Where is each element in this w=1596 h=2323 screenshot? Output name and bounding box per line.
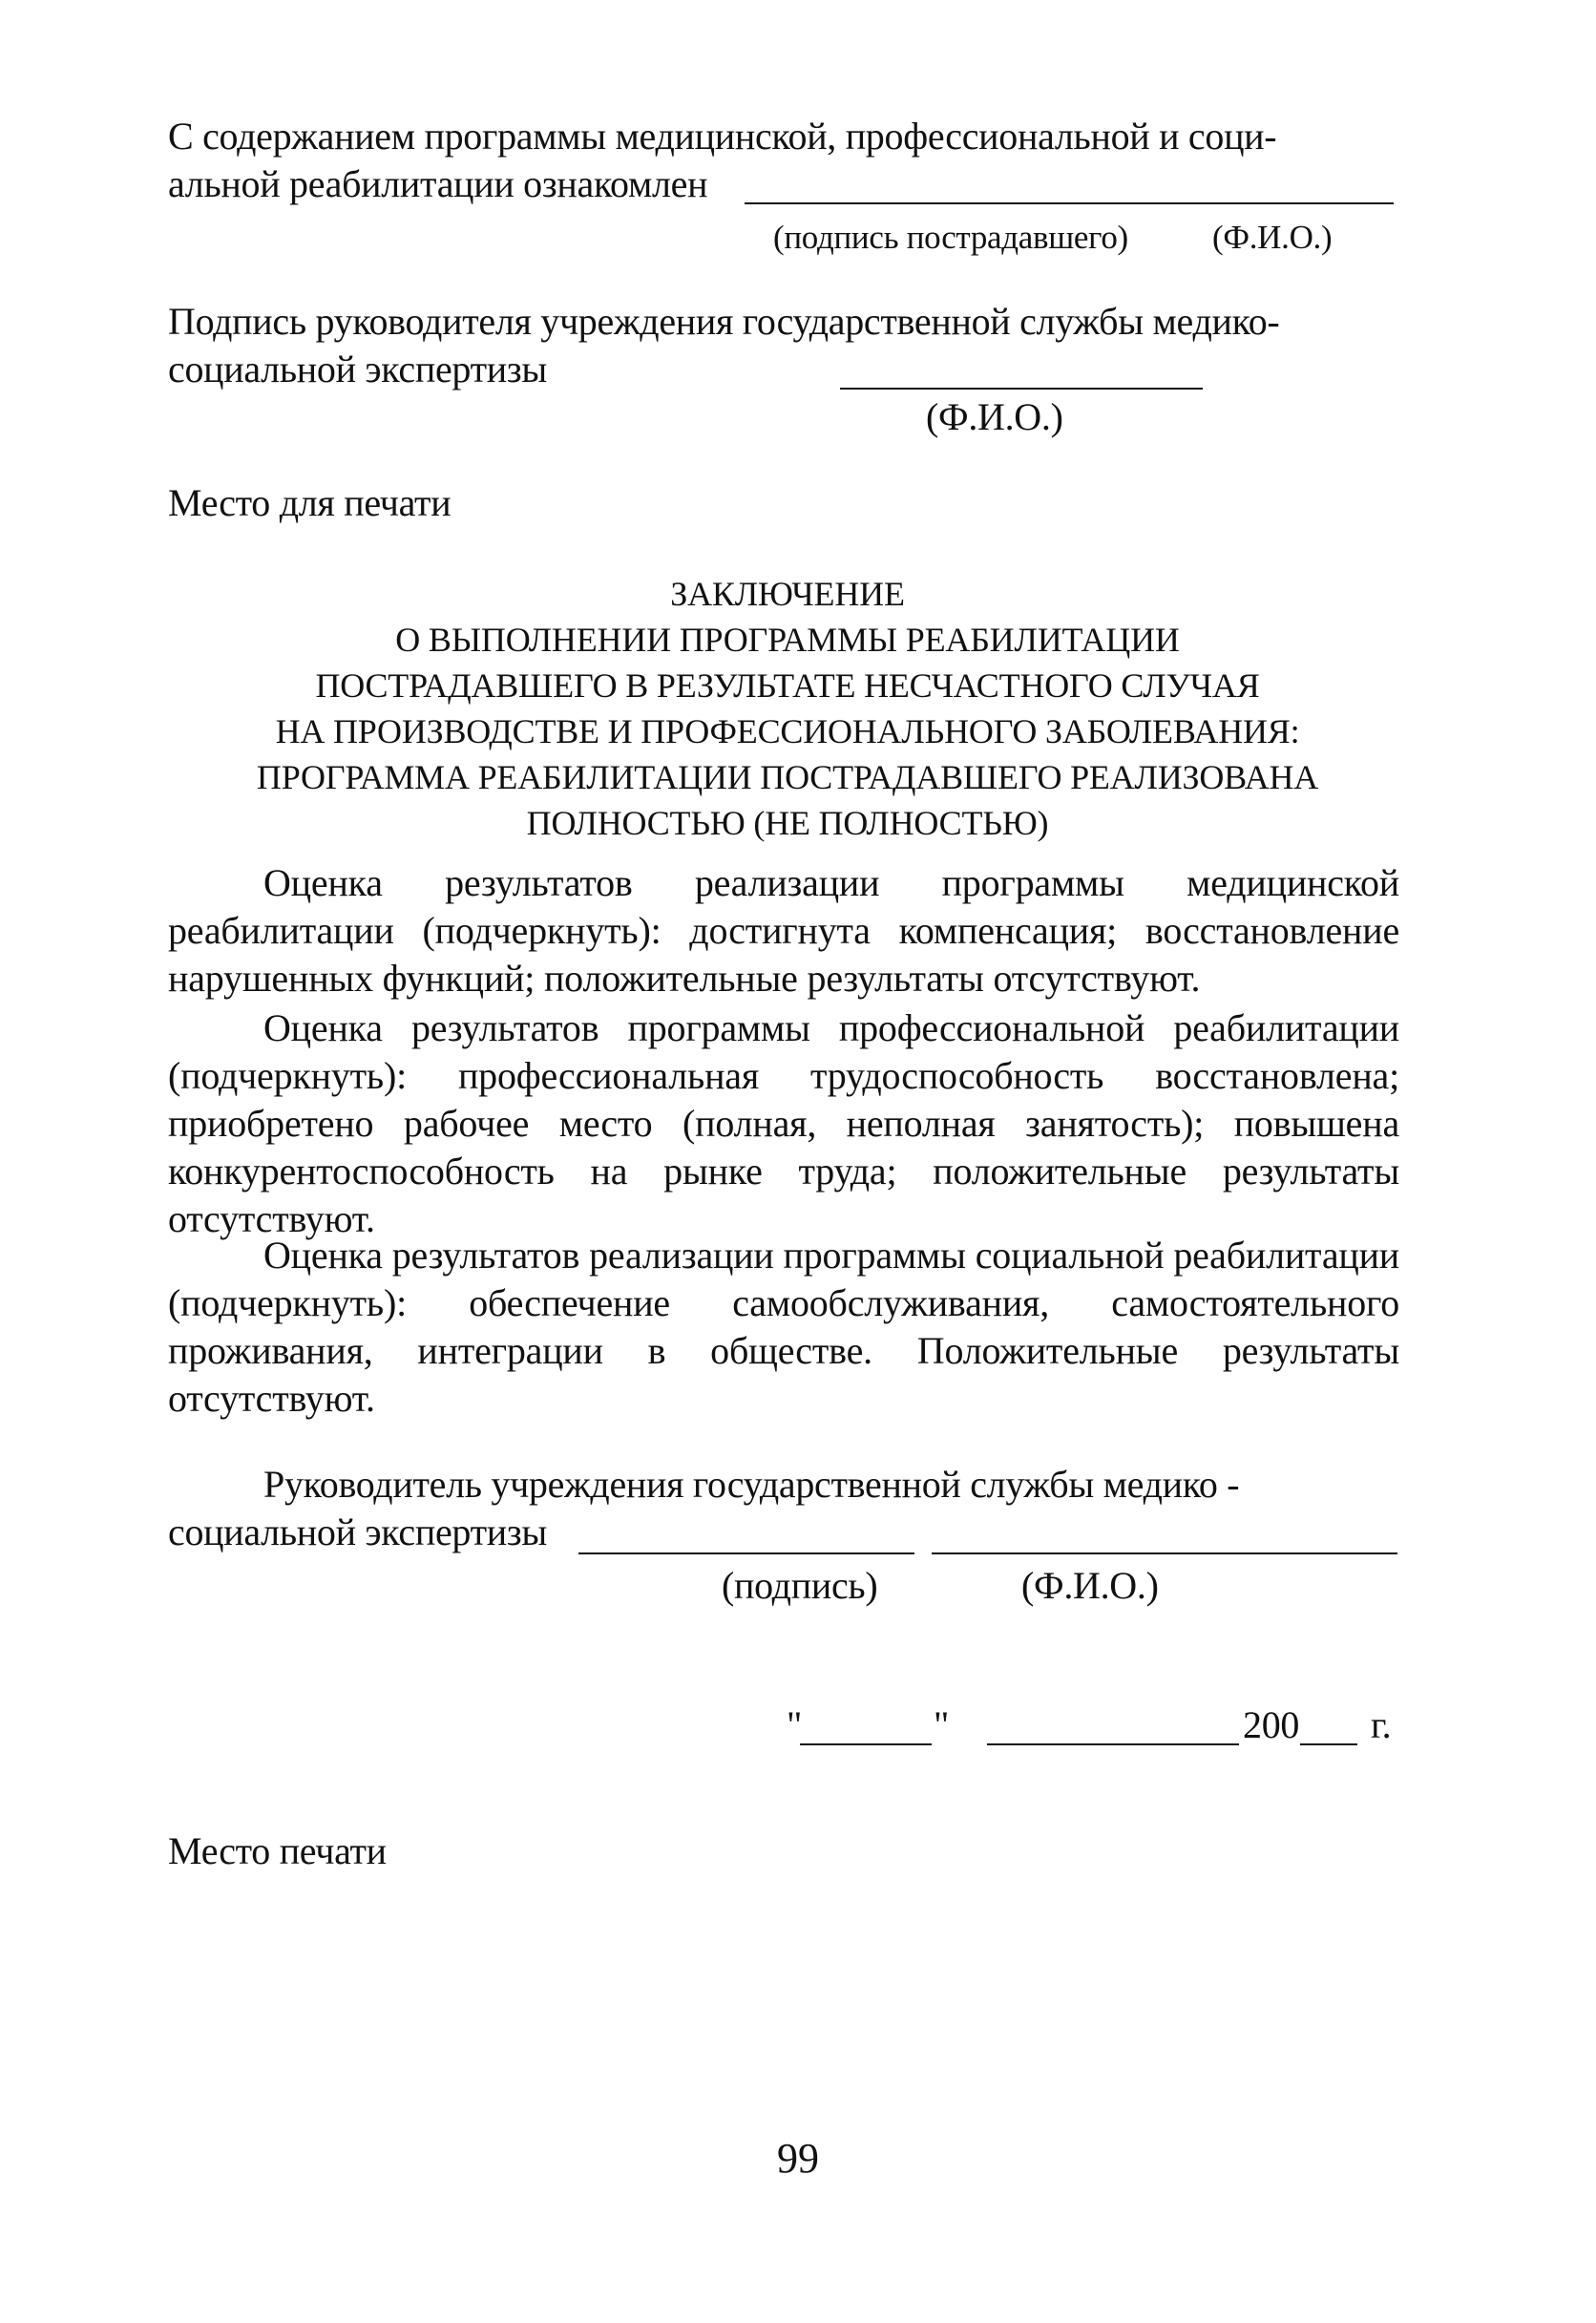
head-signature-line-2: социальной экспертизы [168,348,547,391]
conclusion-line-6: ПОЛНОСТЬЮ (НЕ ПОЛНОСТЬЮ) [526,804,1049,842]
date-year: 200 [1243,1703,1300,1746]
final-caption-sign: (подпись) [722,1564,878,1607]
date-quote-close: " [934,1703,950,1746]
stamp-place-2: Место печати [168,1829,387,1872]
assessment-medical: Оценка результатов реализации программы медицинской реабилитации (подчеркнуть): достигнута компенсация; восстановление нарушенных функций; положительные результаты отсутствуют. [168,861,1399,1000]
assessment-professional: Оценка результатов программы профессиональной реабилитации (подчеркнуть): профессиональная трудоспособность восстановлена; приобретено рабочее место (полная, неполная занятость); повышена конкурентоспособность на рынке труда; положительные результаты отсутствуют. [168,1006,1399,1240]
page-number: 99 [777,2135,819,2182]
final-signature-line-1: Руководитель учреждения государственной службы медико - [263,1463,1240,1506]
final-signature-sign-line [578,1552,914,1554]
date-quote-open: " [787,1703,803,1746]
final-signature-fio-line [932,1552,1397,1554]
conclusion-line-3: ПОСТРАДАВШЕГО В РЕЗУЛЬТАТЕ НЕСЧАСТНОГО СЛУЧАЯ [315,666,1260,705]
acquaint-caption-fio: (Ф.И.О.) [1212,219,1333,256]
date-year-line [1300,1743,1357,1745]
final-signature-line-2: социальной экспертизы [168,1510,547,1553]
head-signature-caption-fio: (Ф.И.О.) [926,395,1063,438]
conclusion-title [153,571,1422,846]
assessment-social: Оценка результатов реализации программы социальной реабилитации (подчеркнуть): обеспечение самообслуживания, самостоятельного проживания, интеграции в обществе. Положительные результаты отсутствуют. [168,1234,1399,1420]
head-signature-line [840,388,1203,390]
acquaint-signature-line [745,202,1394,204]
acquaint-caption-sign: (подпись пострадавшего) [773,219,1128,256]
date-month-line [987,1743,1239,1745]
final-caption-fio: (Ф.И.О.) [1021,1564,1159,1607]
conclusion-line-4: НА ПРОИЗВОДСТВЕ И ПРОФЕССИОНАЛЬНОГО ЗАБОЛЕВАНИЯ: [275,712,1300,750]
date-day-line [800,1743,932,1745]
conclusion-line-5: ПРОГРАММА РЕАБИЛИТАЦИИ ПОСТРАДАВШЕГО РЕАЛИЗОВАНА [256,758,1319,796]
stamp-place-1: Место для печати [168,481,452,524]
date-suffix: г. [1371,1703,1392,1746]
acquaint-line-1: С содержанием программы медицинской, профессиональной и соци- [168,115,1277,158]
conclusion-line-2: О ВЫПОЛНЕНИИ ПРОГРАММЫ РЕАБИЛИТАЦИИ [395,621,1180,659]
acquaint-line-2: альной реабилитации ознакомлен [168,162,708,205]
head-signature-line-1: Подпись руководителя учреждения государственной службы медико- [168,300,1280,343]
conclusion-line-1: ЗАКЛЮЧЕНИЕ [670,575,905,613]
